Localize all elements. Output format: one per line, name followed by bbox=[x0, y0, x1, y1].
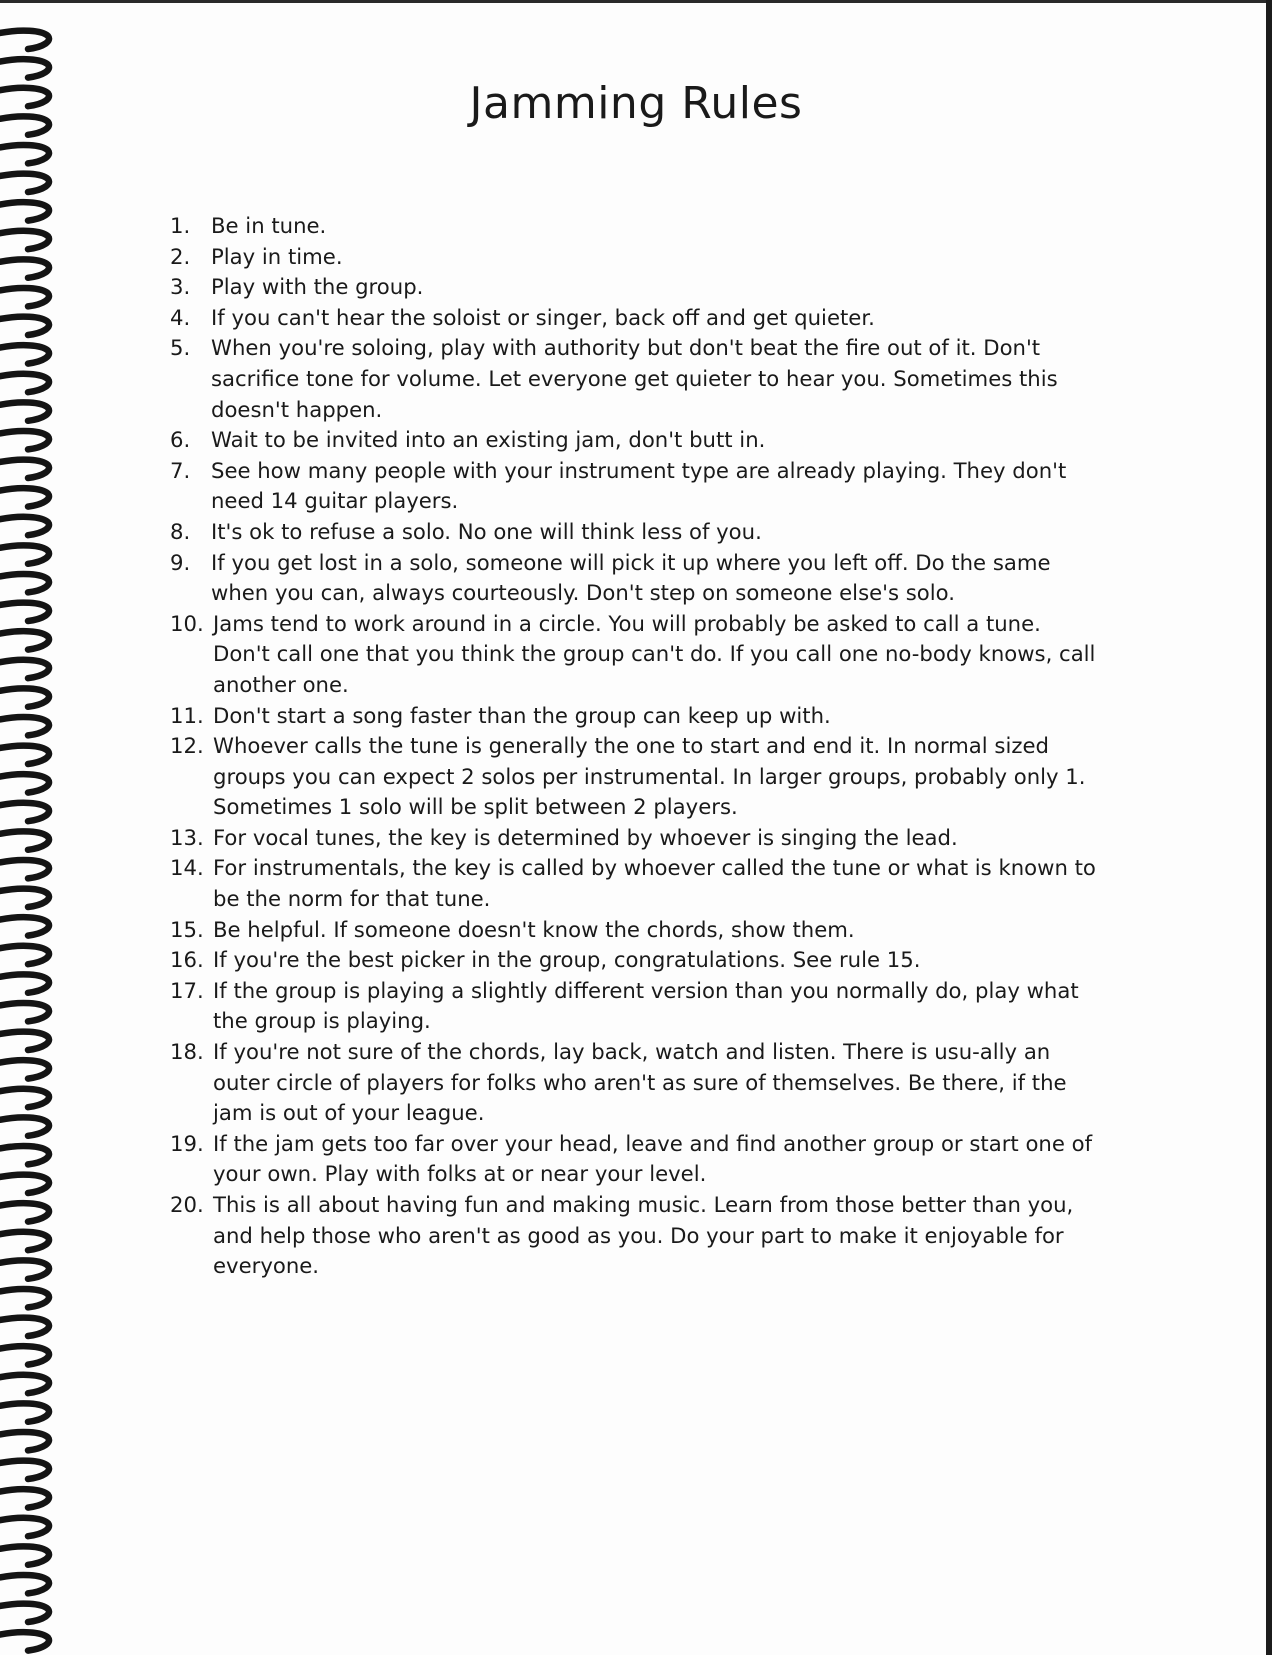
spiral-coil bbox=[0, 317, 49, 335]
spiral-coil bbox=[0, 1060, 49, 1078]
rule-item bbox=[170, 333, 1100, 425]
spiral-coil bbox=[0, 860, 49, 878]
spiral-coil bbox=[0, 1032, 49, 1050]
rule-item bbox=[170, 976, 1100, 1037]
rule-text: If you're the best picker in the group, congratulations. See rule 15. bbox=[213, 947, 921, 973]
rule-number: 1. bbox=[170, 213, 191, 238]
rule-number: 16. bbox=[170, 947, 204, 973]
rule-text: It's ok to refuse a solo. No one will think less of you. bbox=[211, 518, 762, 544]
rule-text: If you get lost in a solo, someone will pick it up where you left off. Do the same when you can, always courteously. Don't step on someone else's solo. bbox=[211, 549, 1051, 606]
rule-text: If the group is playing a slightly different version than you normally do, play what the group is playing. bbox=[213, 977, 1079, 1034]
spiral-coil bbox=[0, 345, 49, 363]
rule-number: 10. bbox=[170, 610, 204, 636]
rule-text: Play in time. bbox=[211, 243, 343, 269]
spiral-coil bbox=[0, 1461, 49, 1479]
rule-item bbox=[170, 823, 1100, 854]
rule-item bbox=[170, 517, 1100, 548]
spiral-coil bbox=[0, 946, 49, 964]
rule-text: Whoever calls the tune is generally the one to start and end it. In normal sized groups you can expect 2 solos per instrumental. In larger groups, probably only 1. Sometimes 1 solo will be split between 2 players. bbox=[213, 733, 1086, 820]
spiral-coil bbox=[0, 631, 49, 649]
spiral-coil bbox=[0, 1175, 49, 1193]
rule-item bbox=[170, 1190, 1100, 1282]
spiral-coil bbox=[0, 803, 49, 821]
rule-text: This is all about having fun and making music. Learn from those better than you, and help those who aren't as good as you. Do your part to make it enjoyable for everyone. bbox=[213, 1192, 1074, 1279]
spiral-coil bbox=[0, 288, 49, 306]
rule-item bbox=[170, 731, 1100, 823]
rule-item bbox=[170, 242, 1100, 273]
rule-text: If you can't hear the soloist or singer, back off and get quieter. bbox=[211, 304, 875, 330]
spiral-coil bbox=[0, 1403, 49, 1421]
rule-item bbox=[170, 915, 1100, 946]
spiral-coil bbox=[0, 59, 49, 77]
rule-number: 15. bbox=[170, 916, 204, 942]
spiral-coil bbox=[0, 1375, 49, 1393]
rule-number: 11. bbox=[170, 702, 204, 728]
rule-number: 5. bbox=[170, 335, 191, 361]
rule-number: 4. bbox=[170, 304, 191, 330]
rule-number: 12. bbox=[170, 733, 204, 759]
rule-item bbox=[170, 211, 1100, 242]
rule-number: 20. bbox=[170, 1192, 204, 1217]
spiral-coil bbox=[0, 688, 49, 706]
rule-text: Jams tend to work around in a circle. You will probably be asked to call a tune. Don't call one that you think the group can't do. If you call one no-body knows, call another one. bbox=[213, 610, 1096, 697]
spiral-coil bbox=[0, 917, 49, 935]
spiral-coil bbox=[0, 603, 49, 621]
rule-text: Be in tune. bbox=[211, 213, 327, 238]
rule-text: If the jam gets too far over your head, leave and find another group or start one of your own. Play with folks at or near your level. bbox=[213, 1130, 1093, 1187]
rule-item bbox=[170, 853, 1100, 914]
spiral-coil bbox=[0, 746, 49, 764]
rule-number: 13. bbox=[170, 824, 204, 850]
rule-number: 2. bbox=[170, 243, 191, 269]
rules-list bbox=[170, 211, 1100, 1282]
spiral-coil bbox=[0, 1203, 49, 1221]
spiral-coil bbox=[0, 1632, 49, 1650]
spiral-coil bbox=[0, 660, 49, 678]
rule-number: 6. bbox=[170, 427, 191, 453]
spiral-coil bbox=[0, 1346, 49, 1364]
rule-number: 3. bbox=[170, 274, 191, 300]
spiral-coil bbox=[0, 174, 49, 192]
spiral-coil bbox=[0, 1432, 49, 1450]
rule-text: If you're not sure of the chords, lay back, watch and listen. There is usu-ally an outer circle of players for folks who aren't as sure of themselves. Be there, if the jam is out of your league. bbox=[213, 1039, 1067, 1126]
rule-item bbox=[170, 945, 1100, 976]
spiral-coil bbox=[0, 1318, 49, 1336]
spiral-coil bbox=[0, 231, 49, 249]
spiral-coil bbox=[0, 1489, 49, 1507]
spiral-coil bbox=[0, 145, 49, 163]
spiral-coil bbox=[0, 1003, 49, 1021]
rule-item bbox=[170, 548, 1100, 609]
rule-number: 9. bbox=[170, 549, 191, 575]
rule-text: Play with the group. bbox=[211, 274, 424, 300]
rule-item bbox=[170, 1037, 1100, 1129]
rule-item bbox=[170, 609, 1100, 701]
rule-text: When you're soloing, play with authority but don't beat the fire out of it. Don't sacrifice tone for volume. Let everyone get quieter to hear you. Sometimes this doesn't happen. bbox=[211, 335, 1058, 422]
spiral-coil bbox=[0, 1546, 49, 1564]
rule-text: For instrumentals, the key is called by whoever called the tune or what is known to be the norm for that tune. bbox=[213, 855, 1096, 912]
page-title: Jamming Rules bbox=[469, 78, 803, 129]
spiral-coil bbox=[0, 460, 49, 478]
rule-text: For vocal tunes, the key is determined by whoever is singing the lead. bbox=[213, 824, 958, 850]
spiral-coil bbox=[0, 259, 49, 277]
rule-number: 18. bbox=[170, 1039, 204, 1065]
spiral-coil bbox=[0, 1232, 49, 1250]
spiral-coil bbox=[0, 1260, 49, 1278]
spiral-coil bbox=[0, 1089, 49, 1107]
spiral-coil bbox=[0, 488, 49, 506]
rule-text: Wait to be invited into an existing jam, don't butt in. bbox=[211, 427, 766, 453]
rule-item bbox=[170, 456, 1100, 517]
spiral-coil bbox=[0, 1604, 49, 1622]
rule-number: 17. bbox=[170, 977, 204, 1003]
spiral-coil bbox=[0, 1146, 49, 1164]
spiral-coil bbox=[0, 1289, 49, 1307]
page-top-edge bbox=[0, 0, 1272, 3]
rule-item bbox=[170, 425, 1100, 456]
rule-item bbox=[170, 1129, 1100, 1190]
rule-number: 14. bbox=[170, 855, 204, 881]
spiral-coil bbox=[0, 202, 49, 220]
spiral-coil bbox=[0, 374, 49, 392]
rule-number: 8. bbox=[170, 518, 191, 544]
rule-item bbox=[170, 272, 1100, 303]
spiral-coil bbox=[0, 774, 49, 792]
rule-text: Don't start a song faster than the group can keep up with. bbox=[213, 702, 831, 728]
spiral-coil bbox=[0, 402, 49, 420]
spiral-binding bbox=[0, 0, 70, 1655]
spiral-coil bbox=[0, 431, 49, 449]
rule-item bbox=[170, 303, 1100, 334]
spiral-coil bbox=[0, 517, 49, 535]
spiral-coil bbox=[0, 1117, 49, 1135]
spiral-coil bbox=[0, 974, 49, 992]
rule-number: 19. bbox=[170, 1130, 204, 1156]
spiral-coil bbox=[0, 1518, 49, 1536]
rule-item bbox=[170, 701, 1100, 732]
spiral-coil bbox=[0, 717, 49, 735]
rule-number: 7. bbox=[170, 457, 191, 483]
spiral-coil bbox=[0, 1575, 49, 1593]
spiral-coil bbox=[0, 574, 49, 592]
spiral-coil bbox=[0, 831, 49, 849]
spiral-coil bbox=[0, 31, 49, 49]
spiral-coil bbox=[0, 545, 49, 563]
spiral-coil bbox=[0, 889, 49, 907]
page-right-edge bbox=[1266, 0, 1272, 1655]
rule-text: Be helpful. If someone doesn't know the chords, show them. bbox=[213, 916, 855, 942]
rule-text: See how many people with your instrument type are already playing. They don't need 14 guitar players. bbox=[211, 457, 1067, 514]
